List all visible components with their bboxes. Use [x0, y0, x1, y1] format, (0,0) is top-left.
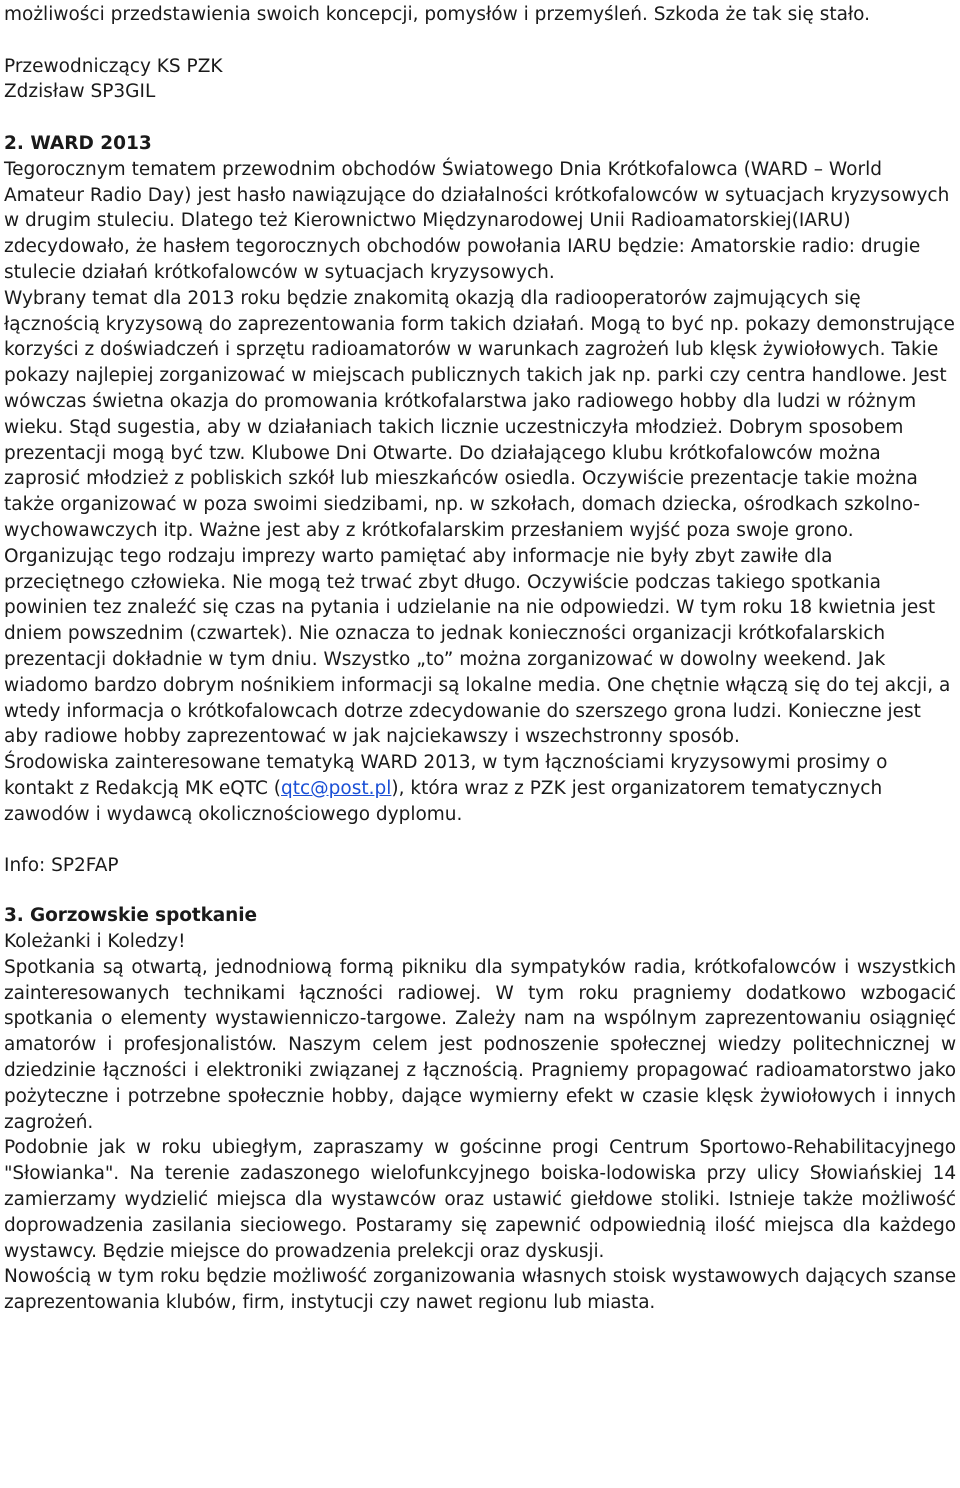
ward-paragraph-2: Wybrany temat dla 2013 roku będzie znakomitą okazją dla radiooperatorów zajmujących się łącznością kryzysową do zaprezentowania form takich działań. Mogą to być np. pokazy demonstrujące korzyści z doświadczeń i sprzętu radioamatorów w warunkach zagrożeń lub klęsk żywiołowych. Takie pokazy najlepiej zorganizować w miejscach publicznych takich jak np. parki czy centra handlowe. Jest wówczas świetna okazja do promowania krótkofalarstwa jako radiowego hobby dla ludzi w różnym wieku. Stąd sugestia, aby w działaniach takich licznie uczestniczyła młodzież. Dobrym sposobem prezentacji mogą być tzw. Klubowe Dni Otwarte. Do działającego klubu krótkofalowców można zaprosić młodzież z pobliskich szkół lub mieszkańców osiedla. Oczywiście prezentacje takie można także organizować w poza swoimi siedzibami, np. w szkołach, domach dziecka, ośrodkach szkolno-wychowawczych itp. Ważne jest aby z krótkofalarskim przesłaniem wyjść poza swoje grono. Organizując tego rodzaju imprezy warto pamiętać aby informacje nie były zbyt zawiłe dla przeciętnego człowieka. Nie mogą też trwać zbyt długo. Oczywiście podczas takiego spotkania powinien tez znaleźć się czas na pytania i udzielanie na nie odpowiedzi. W tym roku 18 kwietnia jest dniem powszednim (czwartek). Nie oznacza to jednak konieczności organizacji krótkofalarskich prezentacji dokładnie w tym dniu. Wszystko „to” można zorganizować w dowolny weekend. Jak wiadomo bardzo dobrym nośnikiem informacji są lokalne media. One chętnie włączą się do tej akcji, a wtedy informacja o krótkofalowcach dotrze zdecydowanie do szerszego grona ludzi. Konieczne jest aby radiowe hobby zaprezentować w jak najciekawszy i wszechstronny sposób. — [4, 287, 955, 748]
document-page — [4, 2, 956, 1316]
ward-contact-text: Środowiska zainteresowane tematyką WARD 2013, w tym łącznościami kryzysowymi prosimy o kontakt z Redakcją MK eQTC ( — [4, 752, 888, 799]
signature-role: Przewodniczący KS PZK — [4, 55, 223, 77]
greeting: Koleżanki i Koledzy! — [4, 931, 186, 953]
section-heading: 2. WARD 2013 — [4, 132, 152, 154]
ward-contact-text-end: ), która wraz z PZK jest organizatorem tematycznych zawodów i wydawcą okolicznościowego dyplomu. — [4, 777, 883, 825]
ward-paragraph-1: Tegorocznym tematem przewodnim obchodów Światowego Dnia Krótkofalowca (WARD – World Amateur Radio Day) jest hasło nawiązujące do działalności krótkofalowców w sytuacjach kryzysowych w drugim stuleciu. Dlatego też Kierownictwo Międzynarodowej Unii Radioamatorskiej(IARU) zdecydowało, że hasłem tegorocznych obchodów powołania IARU będzie: Amatorskie radio: drugie stulecie działań krótkofalowców w sytuacjach kryzysowych. — [4, 158, 950, 283]
section-heading: 3. Gorzowskie spotkanie — [4, 905, 257, 927]
intro-block — [4, 2, 956, 131]
info-author: Info: SP2FAP — [4, 854, 119, 876]
meeting-paragraph-2: Podobnie jak w roku ubiegłym, zapraszamy w gościnne progi Centrum Sportowo-Rehabilitacyjnego "Słowianka". Na terenie zadaszonego wielofunkcyjnego boiska-lodowiska przy ulicy Słowiańskiej 14 zamierzamy wydzielić miejsca dla wystawców oraz ustawić giełdowe stoliki. Istnieje także możliwość doprowadzenia zasilania sieciowego. Postaramy się zapewnić odpowiednią ilość miejsca dla każdego wystawcy. Będzie miejsce do prowadzenia prelekcji oraz dyskusji. — [4, 1137, 956, 1262]
ward-paragraph-3 — [4, 750, 956, 827]
signature-name: Zdzisław SP3GIL — [4, 81, 156, 103]
section-ward-2013 — [4, 131, 956, 903]
meeting-paragraph-1: Spotkania są otwartą, jednodniową formą pikniku dla sympatyków radia, krótkofalowców i wszystkich zainteresowanych technikami łączności radiowej. W tym roku pragniemy dodatkowo wzbogacić spotkania o elementy wystawienniczo-targowe. Zależy nam na wspólnym zaprezentowaniu osiągnięć amatorów i profesjonalistów. Naszym celem jest podnoszenie społecznej wiedzy politechnicznej w dziedzinie łączności i elektroniki związanej z łącznością. Pragniemy propagować radioamatorstwo jako pożyteczne i potrzebne społecznie hobby, dające wymierny efekt w czasie klęsk żywiołowych i innych zagrożeń. — [4, 956, 956, 1133]
section-gorzowskie-spotkanie — [4, 903, 956, 1316]
intro-paragraph: możliwości przedstawienia swoich koncepcji, pomysłów i przemyśleń. Szkoda że tak się stało. — [4, 4, 871, 25]
email-link[interactable]: qtc@post.pl — [281, 777, 392, 799]
meeting-paragraph-3: Nowością w tym roku będzie możliwość zorganizowania własnych stoisk wystawowych dających szanse zaprezentowania klubów, firm, instytucji czy nawet regionu lub miasta. — [4, 1266, 956, 1314]
